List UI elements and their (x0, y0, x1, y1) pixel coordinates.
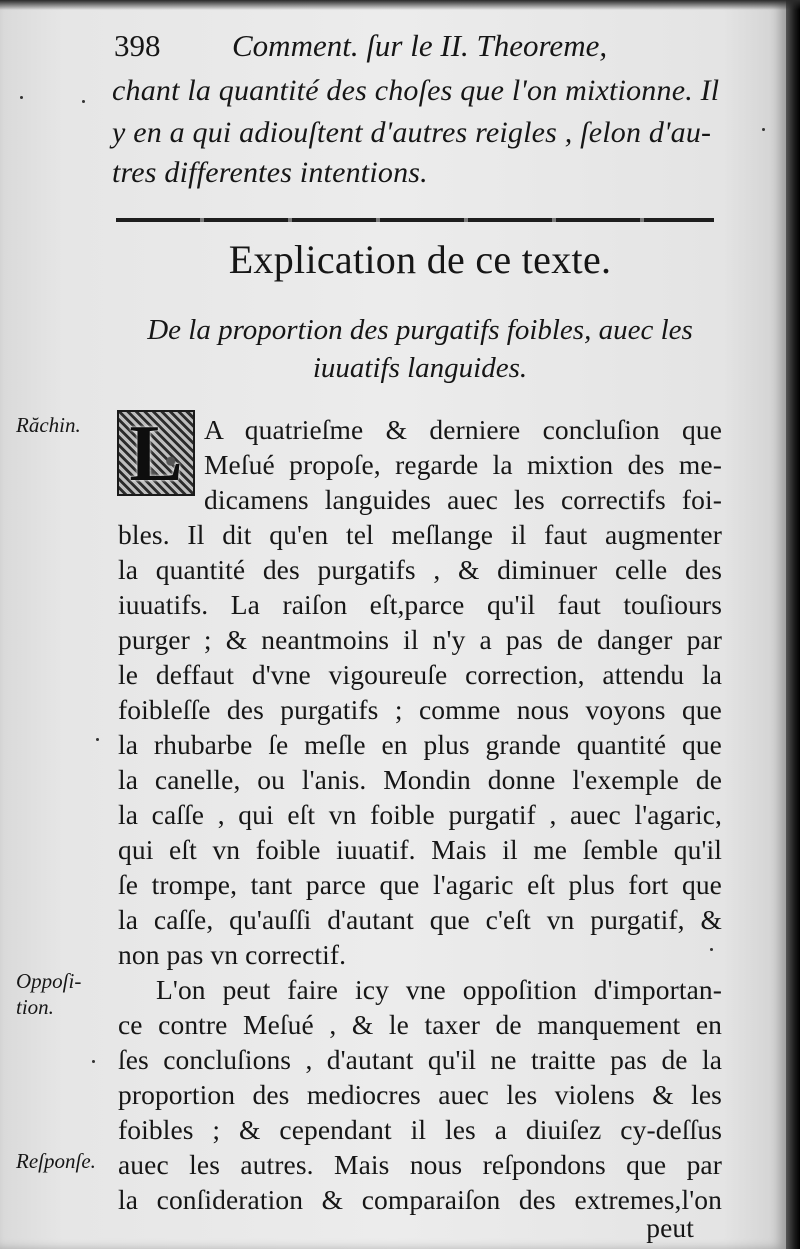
section-rule (116, 218, 714, 222)
decorated-initial-letter: L (129, 410, 183, 498)
body-line: ſes concluſions , d'autant qu'il ne traitte pas de la (118, 1044, 722, 1075)
body-line: la canelle, ou l'anis. Mondin donne l'exemple de (118, 764, 722, 795)
body-line: non pas vn correctif. (118, 939, 347, 970)
intro-line: chant la quantité des choſes que l'on mixtionne. Il (112, 74, 720, 107)
page-edge-shadow (786, 0, 800, 1249)
section-subtitle-line: iuuatifs languides. (312, 352, 528, 384)
body-line: le deffaut d'vne vigoureuſe correction, attendu la (118, 659, 722, 690)
ink-speck (96, 738, 99, 741)
body-line: la rhubarbe ſe meſle en plus grande quantité que (118, 729, 722, 760)
body-line: ce contre Meſué , & le taxer de manquement en (118, 1009, 722, 1040)
body-line: bles. Il dit qu'en tel meſlange il faut augmenter (118, 519, 722, 550)
section-title: Explication de ce texte. (228, 237, 612, 282)
body-line: qui eſt vn foible iuuatif. Mais il me ſemble qu'il (118, 834, 722, 865)
body-line: la caſſe, qu'auſſi d'autant que c'eſt vn purgatif, & (118, 904, 722, 935)
body-line: purger ; & neantmoins il n'y a pas de danger par (118, 624, 722, 655)
body-line: proportion des mediocres auec les violens & les (118, 1079, 722, 1110)
body-line: L'on peut faire icy vne oppoſition d'importan- (156, 974, 722, 1005)
running-header (114, 28, 694, 72)
scan-top-shadow (0, 0, 800, 10)
margin-note-response: Reſponſe. (16, 1149, 96, 1173)
catchword: peut (646, 1212, 694, 1243)
ink-speck (762, 128, 765, 131)
body-line: iuuatifs. La raiſon eſt,parce qu'il faut touſiours (118, 589, 722, 620)
ink-speck (92, 1060, 95, 1063)
body-line: la conſideration & comparaiſon des extremes,l'on (118, 1184, 722, 1215)
decorated-initial (117, 410, 195, 496)
body-line: dicamens languides auec les correctifs foi- (204, 484, 722, 515)
margin-note-opposition: Oppoſi- (16, 969, 82, 993)
body-line: Meſué propoſe, regarde la mixtion des me- (204, 449, 722, 480)
intro-line: tres differentes intentions. (112, 156, 428, 189)
running-title: Comment. ſur le II. Theoreme, (232, 28, 608, 63)
ink-speck (710, 948, 713, 951)
ink-speck (82, 100, 85, 103)
body-line: ſe trompe, tant parce que l'agaric eſt plus fort que (118, 869, 722, 900)
body-line: foibles ; & cependant il les a diuiſez cy-deſſus (118, 1114, 722, 1145)
body-line: A quatrieſme & derniere concluſion que (204, 414, 722, 445)
section-subtitle-line: De la proportion des purgatifs foibles, auec les (147, 314, 693, 346)
body-line: foibleſſe des purgatifs ; comme nous voyons que (118, 694, 722, 725)
margin-note-opposition: tion. (16, 995, 54, 1019)
body-line: auec les autres. Mais nous reſpondons que par (118, 1149, 722, 1180)
margin-note-rachin: Răchin. (16, 413, 81, 437)
ink-speck (20, 96, 23, 99)
body-line: la quantité des purgatifs , & diminuer celle des (118, 554, 722, 585)
intro-line: y en a qui adiouſtent d'autres reigles , ſelon d'au- (112, 116, 712, 149)
body-line: la caſſe , qui eſt vn foible purgatif , auec l'agaric, (118, 799, 722, 830)
page-number: 398 (114, 28, 161, 63)
